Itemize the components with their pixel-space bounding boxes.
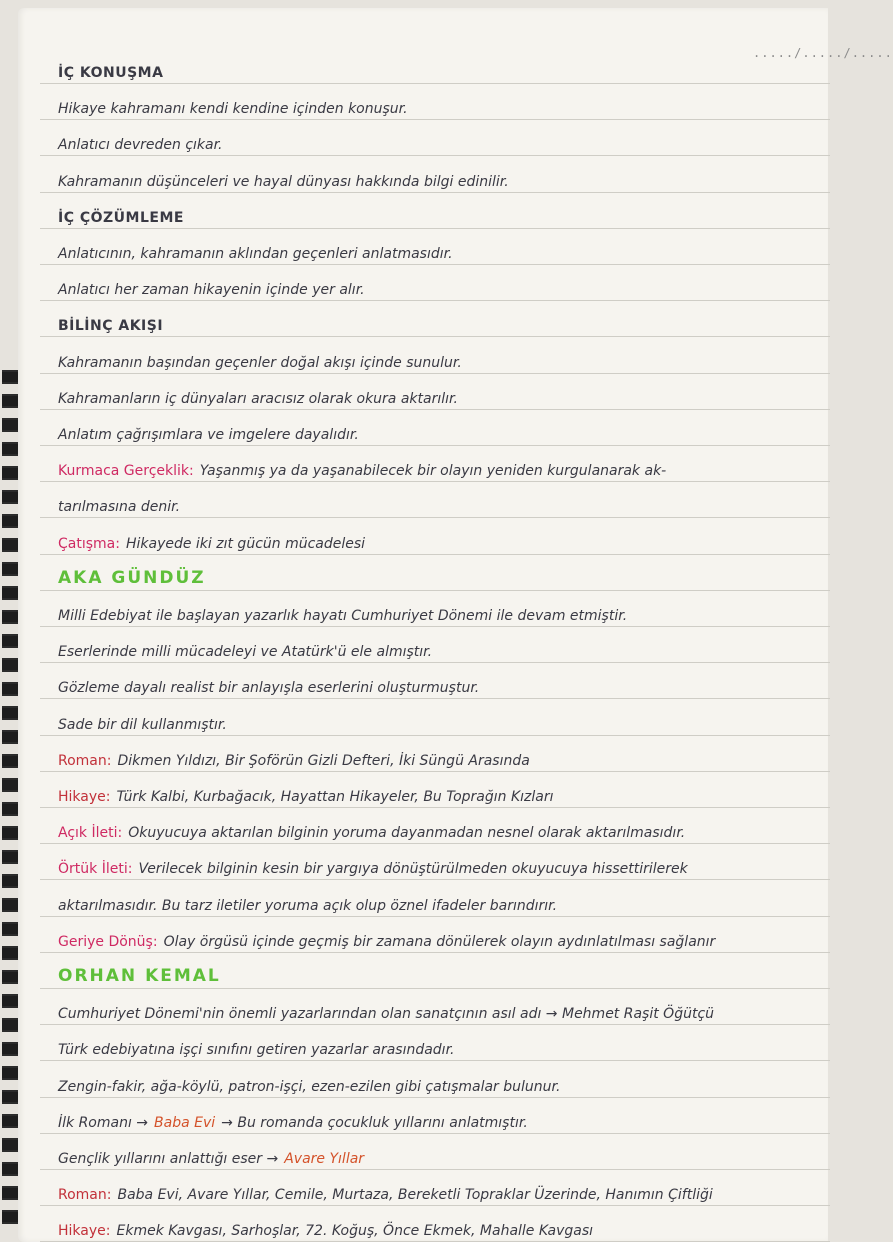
- line-text: İlk Romanı →: [58, 1114, 149, 1131]
- line-text: Kahramanın düşünceleri ve hayal dünyası hakkında bilgi edinilir.: [58, 173, 509, 190]
- note-line: [40, 736, 830, 772]
- line-text: Kahramanların iç dünyaları aracısız olarak okura aktarılır.: [58, 390, 458, 407]
- line-label: Roman:: [58, 752, 112, 769]
- line-tail: → Bu romanda çocukluk yıllarını anlatmıştır.: [221, 1114, 528, 1131]
- note-line: [40, 84, 830, 120]
- note-line: [40, 410, 830, 446]
- note-line: [40, 1206, 830, 1242]
- note-line: [40, 338, 830, 374]
- line-label: Hikaye:: [58, 789, 111, 805]
- line-text: Verilecek bilginin kesin bir yargıya dönüştürülmeden okuyucuya hissettirilerek: [138, 861, 688, 878]
- note-line: [40, 1134, 830, 1170]
- line-text: Yaşanmış ya da yaşanabilecek bir olayın yeniden kurgulanarak ak-: [199, 463, 667, 480]
- line-text: Türk edebiyatına işçi sınıfını getiren yazarlar arasındadır.: [58, 1042, 455, 1059]
- note-line: [40, 663, 830, 699]
- note-line: [40, 374, 830, 410]
- note-line: [40, 446, 830, 482]
- line-text: Anlatım çağrışımlara ve imgelere dayalıdır.: [58, 427, 359, 443]
- note-line: [40, 157, 830, 193]
- note-line: [40, 48, 830, 84]
- note-line: [40, 591, 830, 627]
- note-line: [40, 627, 830, 663]
- note-line: [40, 1062, 830, 1098]
- line-accent: Avare Yıllar: [284, 1151, 365, 1167]
- notebook-page: [18, 8, 893, 1242]
- line-accent: Baba Evi: [154, 1114, 216, 1131]
- note-line: [40, 229, 830, 265]
- line-label: Roman:: [58, 1187, 112, 1204]
- line-text: Anlatıcı devreden çıkar.: [58, 137, 223, 154]
- note-line: [40, 1098, 830, 1134]
- note-line: [40, 844, 830, 880]
- line-text: İÇ KONUŞMA: [58, 65, 164, 81]
- line-text: Dikmen Yıldızı, Bir Şoförün Gizli Defteri, İki Süngü Arasında: [117, 752, 530, 769]
- line-text: Eserlerinde milli mücadeleyi ve Atatürk'ü ele almıştır.: [58, 644, 433, 661]
- note-line: [40, 1170, 830, 1206]
- note-line: [40, 917, 830, 953]
- line-text: Gençlik yıllarını anlattığı eser →: [58, 1151, 279, 1167]
- line-text: Olay örgüsü içinde geçmiş bir zamana dönülerek olayın aydınlatılması sağlanır: [163, 933, 716, 950]
- line-text: Anlatıcının, kahramanın aklından geçenleri anlatmasıdır.: [58, 246, 453, 262]
- line-text: Hikayede iki zıt gücün mücadelesi: [125, 535, 366, 552]
- note-line: [40, 193, 830, 229]
- line-label: Hikaye:: [58, 1223, 111, 1240]
- line-text: ORHAN KEMAL: [58, 966, 221, 986]
- line-text: Zengin-fakir, ağa-köylü, patron-işçi, ezen-ezilen gibi çatışmalar bulunur.: [58, 1078, 561, 1095]
- line-text: tarılmasına denir.: [58, 499, 181, 516]
- line-label: Örtük İleti:: [58, 861, 133, 878]
- note-line: [40, 989, 830, 1025]
- note-line: [40, 482, 830, 518]
- note-line: [40, 1025, 830, 1061]
- line-text: Ekmek Kavgası, Sarhoşlar, 72. Koğuş, Önce Ekmek, Mahalle Kavgası: [116, 1223, 594, 1240]
- date-field: ...../...../.....: [753, 46, 893, 60]
- note-line: [40, 265, 830, 301]
- note-line: [40, 120, 830, 156]
- line-text: Okuyucuya aktarılan bilginin yoruma dayanmadan nesnel olarak aktarılmasıdır.: [128, 825, 686, 842]
- line-label: Çatışma:: [58, 535, 120, 552]
- note-line: [40, 881, 830, 917]
- note-line: [40, 519, 830, 555]
- line-text: İÇ ÇÖZÜMLEME: [58, 209, 184, 226]
- line-text: Milli Edebiyat ile başlayan yazarlık hayatı Cumhuriyet Dönemi ile devam etmiştir.: [58, 608, 628, 624]
- line-label: Geriye Dönüş:: [58, 933, 158, 950]
- line-text: Türk Kalbi, Kurbağacık, Hayattan Hikayeler, Bu Toprağın Kızları: [116, 789, 554, 805]
- line-text: Hikaye kahramanı kendi kendine içinden konuşur.: [58, 101, 408, 118]
- line-text: Sade bir dil kullanmıştır.: [58, 716, 227, 733]
- line-label: Kurmaca Gerçeklik:: [58, 463, 194, 480]
- line-text: Cumhuriyet Dönemi'nin önemli yazarlarından olan sanatçının asıl adı → Mehmet Raşit Öğütçü: [58, 1006, 715, 1023]
- line-text: Baba Evi, Avare Yıllar, Cemile, Murtaza, Bereketli Topraklar Üzerinde, Hanımın Çiftliği: [117, 1187, 713, 1204]
- line-text: Kahramanın başından geçenler doğal akışı içinde sunulur.: [58, 354, 462, 371]
- line-text: aktarılmasıdır. Bu tarz iletiler yoruma açık olup öznel ifadeler barındırır.: [58, 897, 558, 914]
- line-label: Açık İleti:: [58, 825, 123, 842]
- note-line: [40, 700, 830, 736]
- line-text: BİLİNÇ AKIŞI: [58, 318, 164, 335]
- note-line: [40, 772, 830, 808]
- line-text: Gözleme dayalı realist bir anlayışla eserlerini oluşturmuştur.: [58, 680, 480, 697]
- line-text: AKA GÜNDÜZ: [58, 567, 206, 588]
- note-line: [40, 808, 830, 844]
- note-line: [40, 555, 830, 591]
- note-line: [40, 953, 830, 989]
- note-line: [40, 301, 830, 337]
- line-text: Anlatıcı her zaman hikayenin içinde yer alır.: [58, 282, 365, 299]
